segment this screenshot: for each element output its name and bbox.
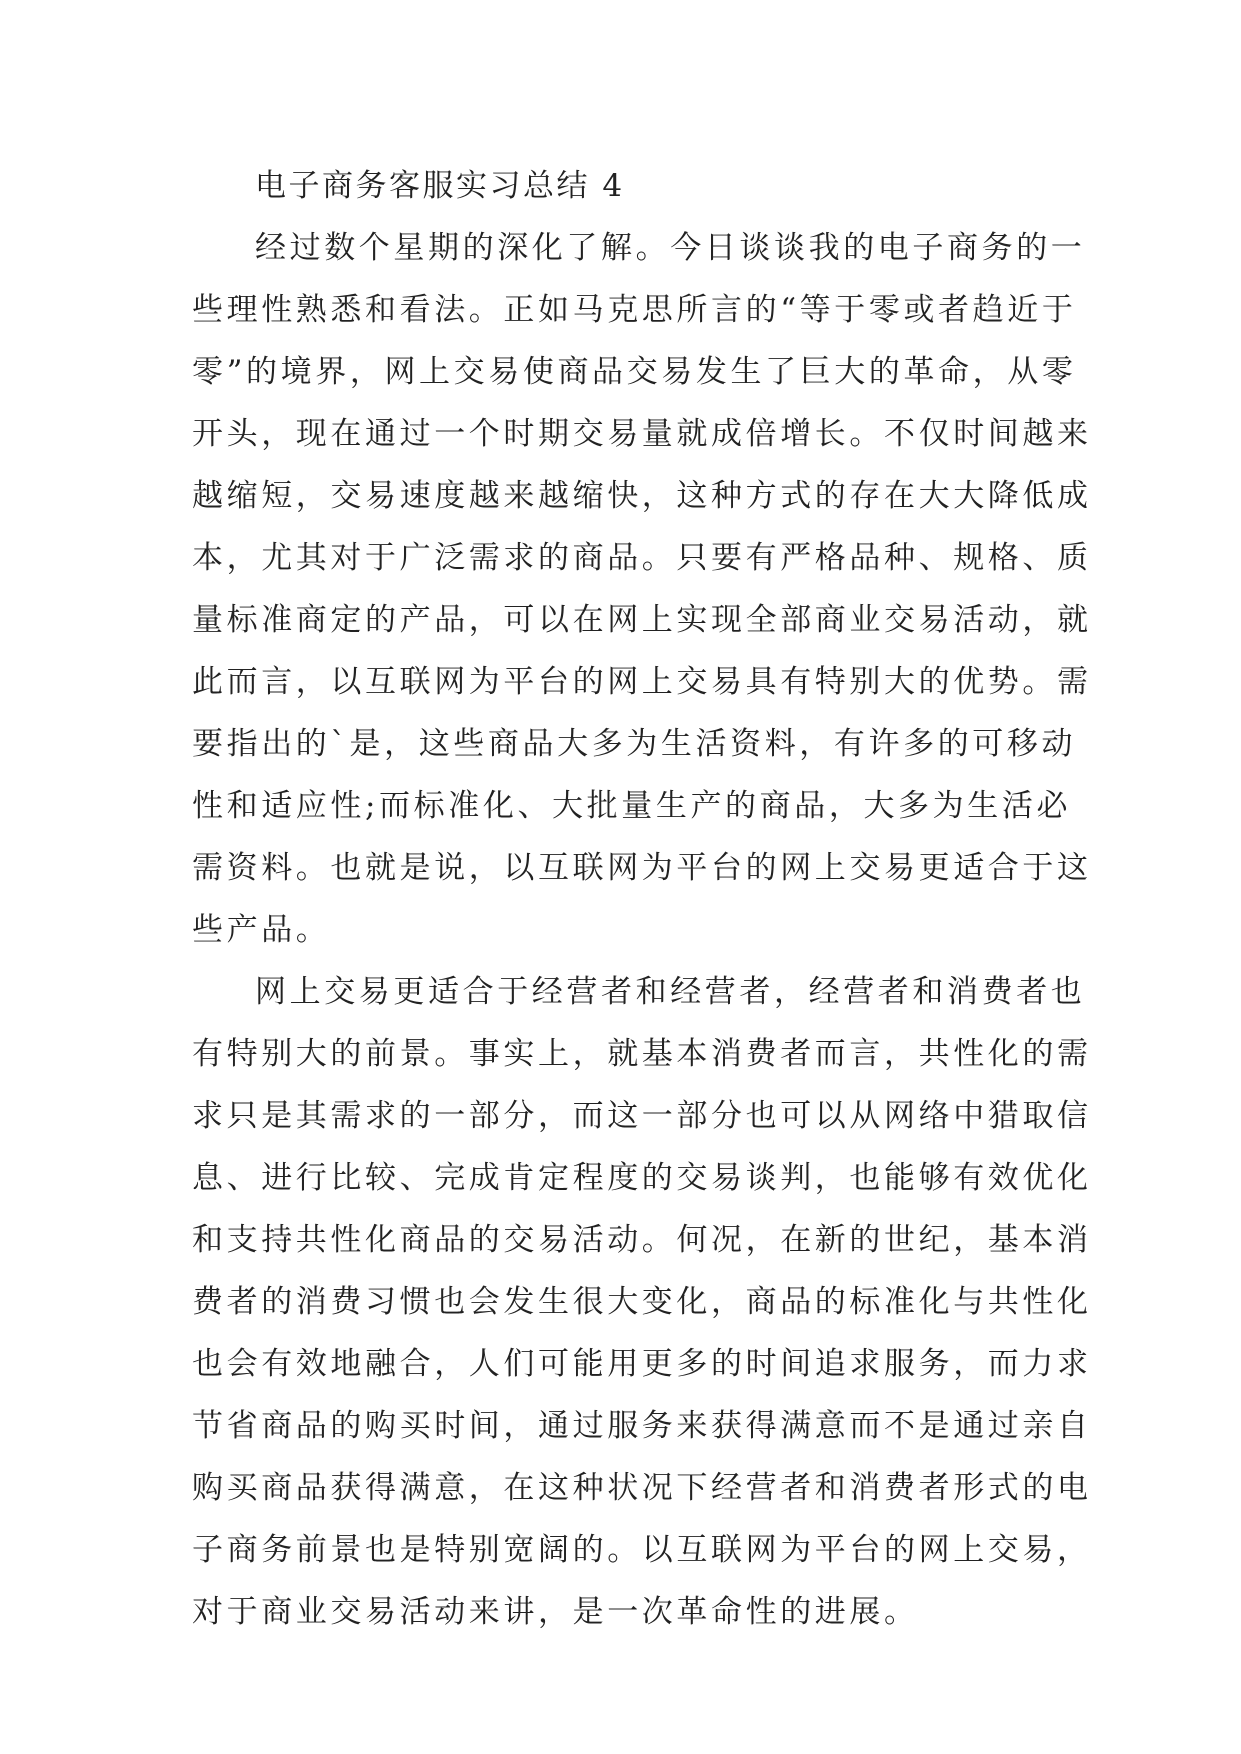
paragraph-2-line-2: 有特别大的前景。事实上，就基本消费者而言，共性化的需	[192, 1036, 1092, 1072]
paragraph-1-line-8: 此而言，以互联网为平台的网上交易具有特别大的优势。需	[192, 664, 1092, 700]
paragraph-1-line-2: 些理性熟悉和看法。正如马克思所言的“等于零或者趋近于	[192, 292, 1077, 328]
paragraph-1-line-10: 性和适应性;而标准化、大批量生产的商品，大多为生活必	[192, 788, 1072, 824]
paragraph-1-line-3: 零”的境界，网上交易使商品交易发生了巨大的革命，从零	[192, 354, 1077, 390]
paragraph-1-line-5: 越缩短，交易速度越来越缩快，这种方式的存在大大降低成	[192, 478, 1092, 514]
paragraph-1-line-11: 需资料。也就是说，以互联网为平台的网上交易更适合于这	[192, 850, 1092, 886]
document-title: 电子商务客服实习总结 4	[255, 168, 625, 204]
paragraph-2-line-5: 和支持共性化商品的交易活动。何况，在新的世纪，基本消	[192, 1222, 1092, 1258]
paragraph-2-line-9: 购买商品获得满意，在这种状况下经营者和消费者形式的电	[192, 1470, 1092, 1506]
paragraph-1-line-4: 开头，现在通过一个时期交易量就成倍增长。不仅时间越来	[192, 416, 1092, 452]
paragraph-2-line-1: 网上交易更适合于经营者和经营者，经营者和消费者也	[255, 974, 1086, 1010]
paragraph-1-line-6: 本，尤其对于广泛需求的商品。只要有严格品种、规格、质	[192, 540, 1092, 576]
paragraph-1-line-1: 经过数个星期的深化了解。今日谈谈我的电子商务的一	[255, 230, 1086, 266]
paragraph-2-line-11: 对于商业交易活动来讲，是一次革命性的进展。	[192, 1594, 919, 1630]
paragraph-2-line-4: 息、进行比较、完成肯定程度的交易谈判，也能够有效优化	[192, 1160, 1092, 1196]
paragraph-2-line-10: 子商务前景也是特别宽阔的。以互联网为平台的网上交易，	[192, 1532, 1092, 1568]
paragraph-1-line-7: 量标准商定的产品，可以在网上实现全部商业交易活动，就	[192, 602, 1092, 638]
paragraph-2-line-7: 也会有效地融合，人们可能用更多的时间追求服务，而力求	[192, 1346, 1092, 1382]
paragraph-2-line-8: 节省商品的购买时间，通过服务来获得满意而不是通过亲自	[192, 1408, 1092, 1444]
paragraph-2-line-3: 求只是其需求的一部分，而这一部分也可以从网络中猎取信	[192, 1098, 1092, 1134]
paragraph-1-line-12: 些产品。	[192, 912, 331, 948]
paragraph-2-line-6: 费者的消费习惯也会发生很大变化，商品的标准化与共性化	[192, 1284, 1092, 1320]
paragraph-1-line-9: 要指出的`是，这些商品大多为生活资料，有许多的可移动	[192, 726, 1077, 762]
